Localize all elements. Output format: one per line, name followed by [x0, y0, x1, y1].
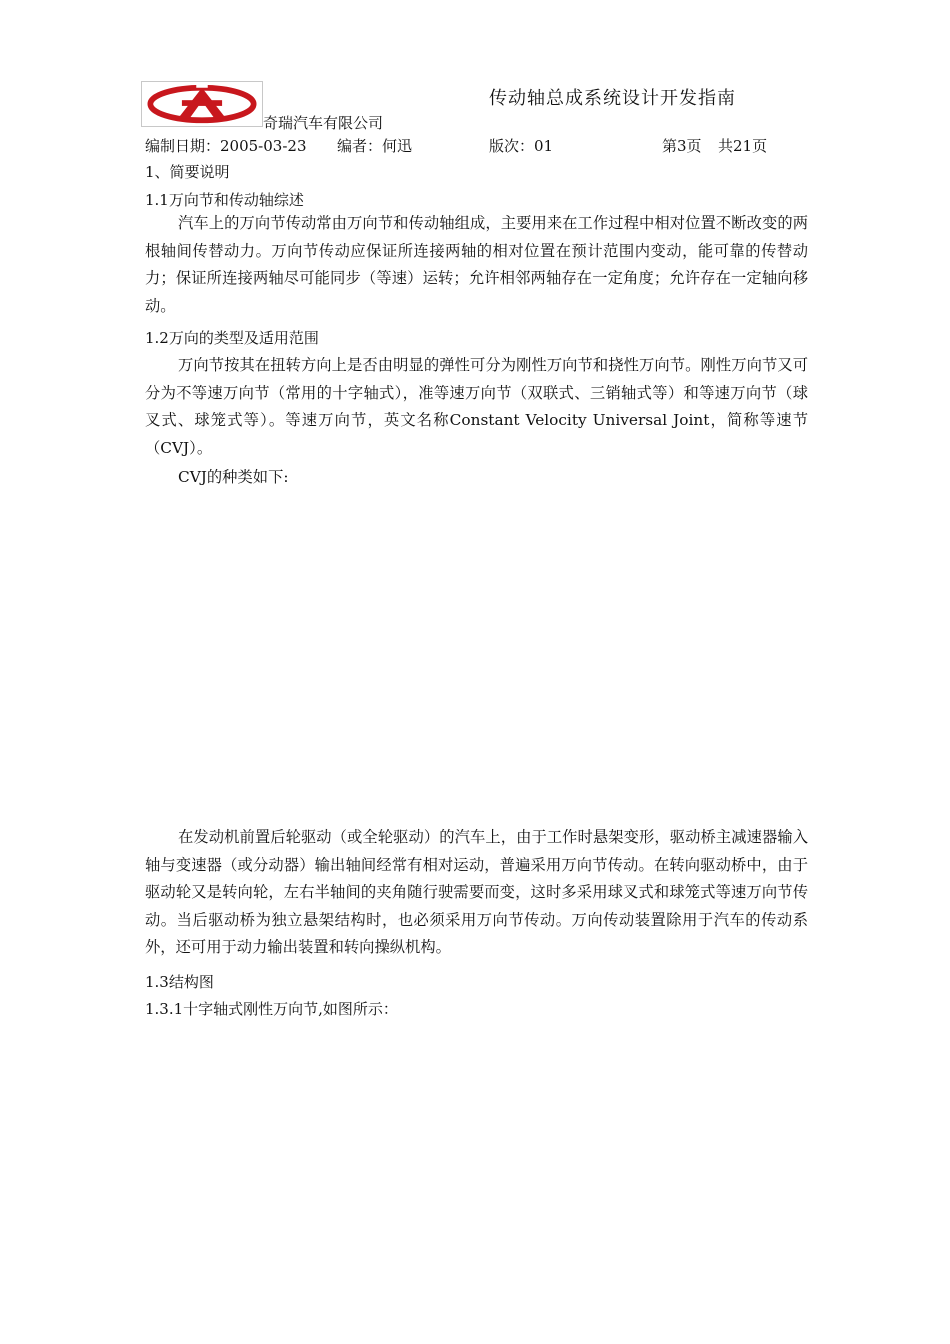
heading-1-1: 1.1万向节和传动轴综述 — [145, 191, 304, 209]
author: 编者：何迅 — [337, 137, 413, 155]
heading-1-3-1: 1.3.1十字轴式刚性万向节,如图所示： — [145, 1000, 398, 1018]
page-number: 第3页 — [662, 137, 702, 155]
paragraph-types: 万向节按其在扭转方向上是否由明显的弹性可分为刚性万向节和挠性万向节。刚性万向节又可分为不等速万向节（常用的十字轴式），准等速万向节（双联式、三销轴式等）和等速万向节（球叉式、球笼式等）。等速万向节，英文名称Constant Velocity Universal Joint，简称等速节（CVJ）。 — [145, 356, 808, 457]
heading-1: 1、简要说明 — [145, 163, 230, 181]
version: 版次：01 — [489, 137, 554, 155]
paragraph-application: 在发动机前置后轮驱动（或全轮驱动）的汽车上，由于工作时悬架变形，驱动桥主减速器输入轴与变速器（或分动器）输出轴间经常有相对运动，普遍采用万向节传动。在转向驱动桥中，由于驱动轮又是转向轮，左右半轴间的夹角随行驶需要而变，这时多采用球叉式和球笼式等速万向节传动。当后驱动桥为独立悬架结构时，也必须采用万向节传动。万向传动装置除用于汽车的传动系外，还可用于动力输出装置和转向操纵机构。 — [145, 828, 808, 956]
page-total: 共21页 — [718, 137, 768, 155]
compile-date: 编制日期：2005-03-23 — [145, 137, 307, 155]
paragraph-cvj-types: CVJ的种类如下: — [178, 468, 289, 486]
document-title: 传动轴总成系统设计开发指南 — [489, 88, 736, 109]
heading-1-3: 1.3结构图 — [145, 973, 214, 991]
paragraph-overview: 汽车上的万向节传动常由万向节和传动轴组成，主要用来在工作过程中相对位置不断改变的两根轴间传替动力。万向节传动应保证所连接两轴的相对位置在预计范围内变动，能可靠的传替动力；保证所连接两轴尽可能同步（等速）运转；允许相邻两轴存在一定角度；允许存在一定轴向移动。 — [145, 214, 808, 315]
company-name: 奇瑞汽车有限公司 — [263, 114, 384, 132]
chery-logo-icon — [142, 82, 262, 126]
heading-1-2: 1.2万向的类型及适用范围 — [145, 329, 319, 347]
company-logo — [141, 81, 263, 127]
